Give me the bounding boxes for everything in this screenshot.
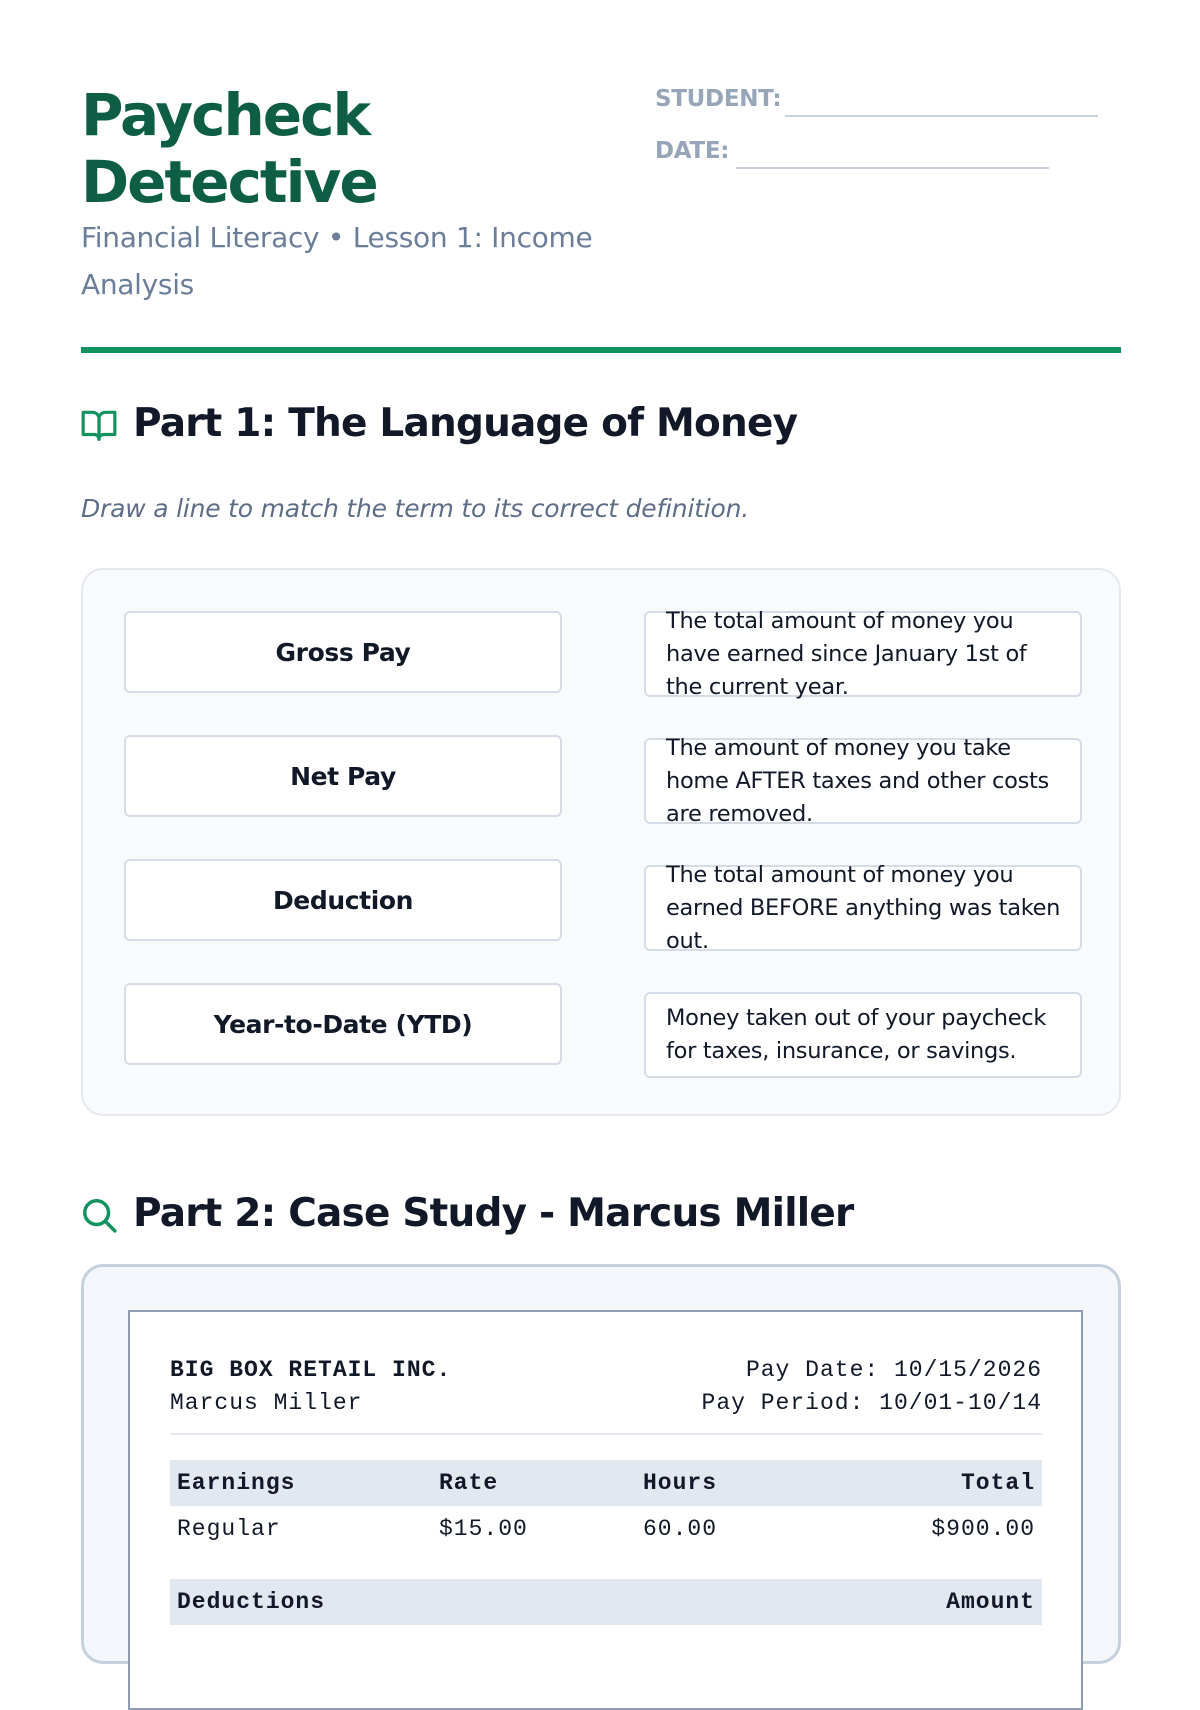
book-icon bbox=[80, 406, 118, 444]
date-label: DATE: bbox=[655, 138, 730, 164]
term-net-pay[interactable]: Net Pay bbox=[124, 735, 562, 817]
earnings-hours-cell: 60.00 bbox=[643, 1516, 718, 1542]
title-line-2: Detective bbox=[81, 148, 377, 216]
definition-box-4[interactable] bbox=[644, 992, 1082, 1078]
deductions-col-name: Deductions bbox=[170, 1579, 816, 1625]
definition-text-1: The total amount of money you have earned since January 1st of the current year. bbox=[666, 607, 1027, 700]
worksheet-title bbox=[81, 82, 377, 216]
earnings-col-total: Total bbox=[816, 1460, 1042, 1506]
earnings-rate-cell: $15.00 bbox=[439, 1516, 528, 1542]
part2-title: Part 2: Case Study - Marcus Miller bbox=[133, 1191, 854, 1236]
earnings-col-hours: Hours bbox=[636, 1460, 816, 1506]
magnifier-icon bbox=[80, 1196, 118, 1234]
definition-text-3: The total amount of money you earned BEFORE anything was taken out. bbox=[666, 861, 1061, 954]
definition-text-2: The amount of money you take home AFTER taxes and other costs are removed. bbox=[666, 734, 1049, 827]
earnings-type-cell: Regular bbox=[177, 1516, 281, 1542]
definition-text-4: Money taken out of your paycheck for taxes, insurance, or savings. bbox=[666, 1005, 1047, 1064]
earnings-col-earnings: Earnings bbox=[170, 1460, 432, 1506]
stub-pay-date: Pay Date: 10/15/2026 bbox=[745, 1357, 1042, 1383]
header-divider bbox=[81, 347, 1121, 353]
table-row bbox=[170, 1506, 1042, 1552]
student-name-line[interactable] bbox=[785, 115, 1098, 117]
term-gross-pay[interactable]: Gross Pay bbox=[124, 611, 562, 693]
worksheet-subtitle: Financial Literacy • Lesson 1: Income Analysis bbox=[81, 221, 593, 301]
deductions-header-row bbox=[170, 1579, 1042, 1625]
date-line[interactable] bbox=[736, 167, 1049, 169]
pay-stub bbox=[128, 1310, 1083, 1710]
part1-instructions: Draw a line to match the term to its correct definition. bbox=[81, 494, 750, 523]
deductions-col-amount: Amount bbox=[816, 1579, 1042, 1625]
earnings-table bbox=[170, 1460, 1042, 1552]
stub-company: BIG BOX RETAIL INC. bbox=[170, 1357, 452, 1383]
part1-title: Part 1: The Language of Money bbox=[133, 401, 798, 446]
definition-box-2[interactable] bbox=[644, 734, 1082, 827]
earnings-total-cell: $900.00 bbox=[931, 1516, 1035, 1542]
deductions-table bbox=[170, 1579, 1042, 1625]
student-label: STUDENT: bbox=[655, 86, 782, 112]
earnings-header-row bbox=[170, 1460, 1042, 1506]
title-line-1: Paycheck bbox=[81, 81, 370, 149]
earnings-col-rate: Rate bbox=[432, 1460, 636, 1506]
stub-divider bbox=[170, 1433, 1042, 1435]
term-ytd[interactable]: Year-to-Date (YTD) bbox=[124, 983, 562, 1065]
case-study-panel bbox=[81, 1264, 1121, 1664]
stub-pay-period: Pay Period: 10/01-10/14 bbox=[701, 1390, 1042, 1416]
definition-box-3[interactable] bbox=[644, 861, 1082, 954]
definition-box-1[interactable] bbox=[644, 607, 1082, 700]
stub-employee: Marcus Miller bbox=[170, 1390, 363, 1416]
matching-panel bbox=[81, 568, 1121, 1116]
term-deduction[interactable]: Deduction bbox=[124, 859, 562, 941]
